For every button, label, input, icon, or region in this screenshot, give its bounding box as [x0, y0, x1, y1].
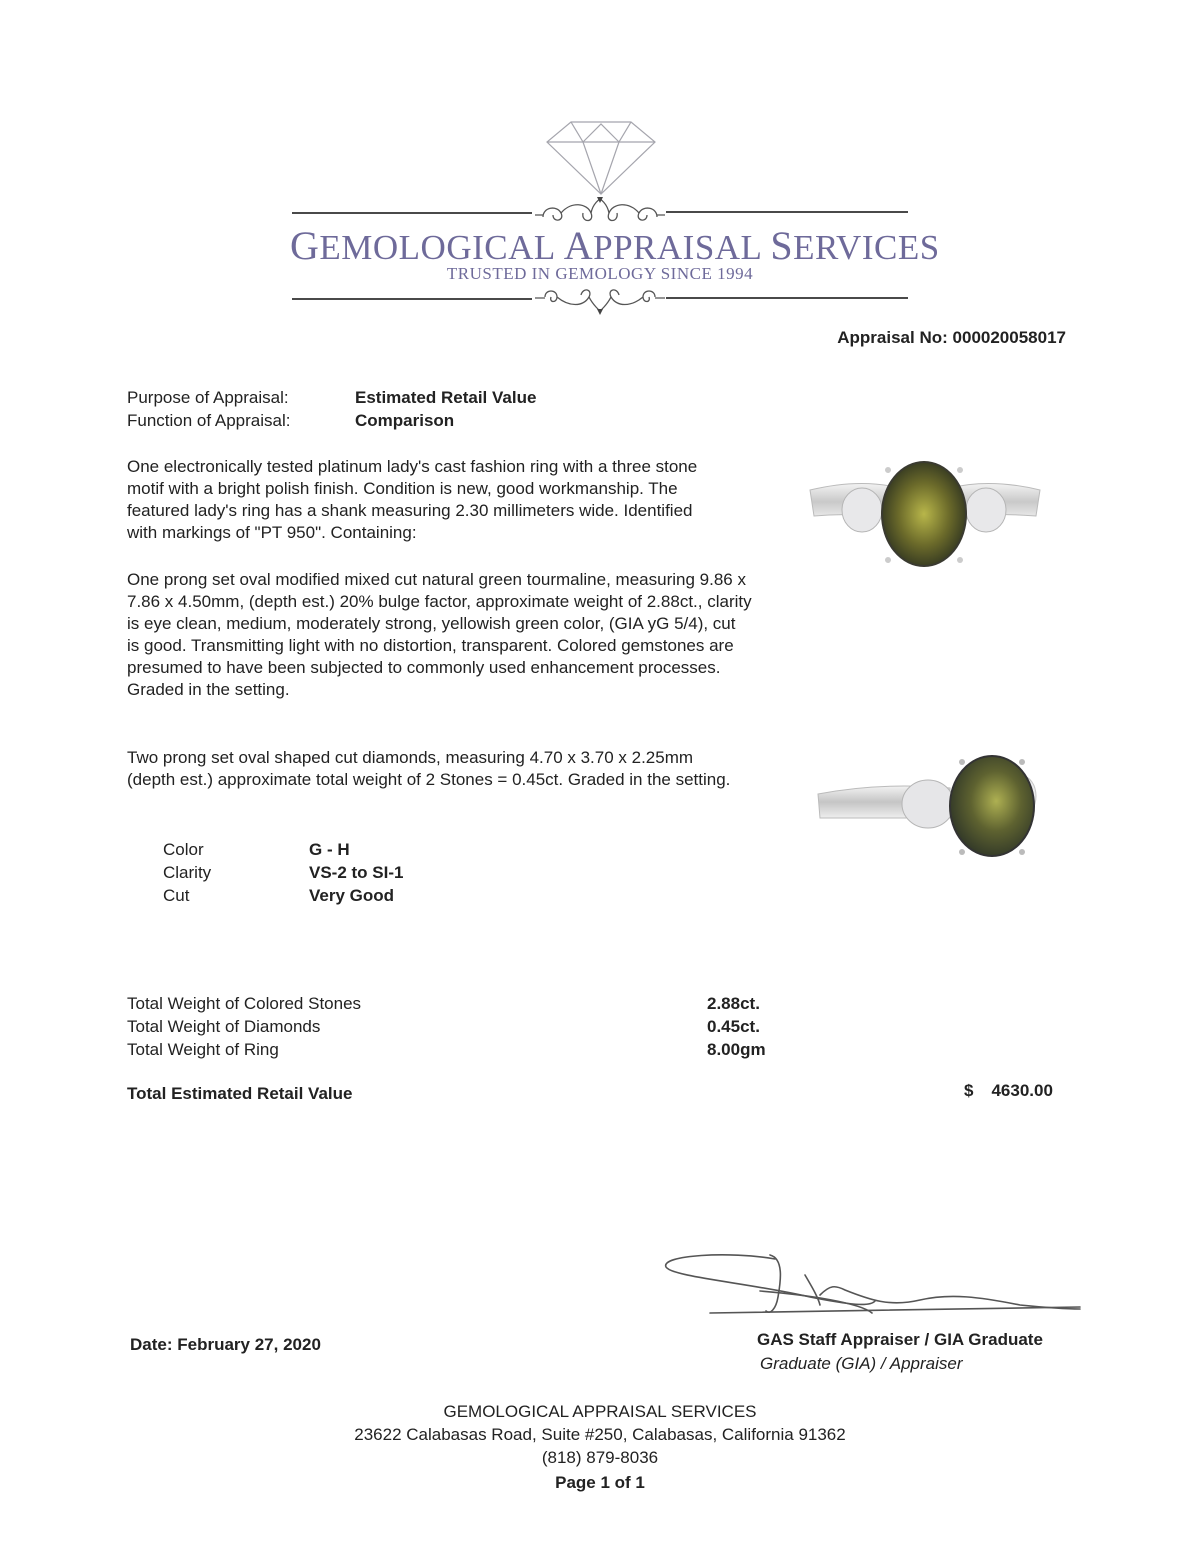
total-row-ring: Total Weight of Ring 8.00gm [127, 1040, 766, 1059]
appraisal-info [127, 386, 536, 432]
ring-photo-top-view [800, 450, 1050, 590]
page-number: Page 1 of 1 [555, 1473, 645, 1492]
appraiser-name: GAS Staff Appraiser / GIA Graduate [757, 1330, 1043, 1349]
diamond-logo-icon [543, 118, 659, 198]
footer [0, 1400, 1200, 1494]
total-retail-value: $ 4630.00 [964, 1081, 1053, 1100]
logo-top-rule-right [666, 211, 908, 213]
logo-bottom-rule-left [292, 298, 532, 300]
appraisal-number: Appraisal No: 000020058017 [837, 328, 1066, 347]
footer-address: 23622 Calabasas Road, Suite #250, Calabasas, California 91362 [354, 1425, 846, 1444]
total-row-colored-stones: Total Weight of Colored Stones 2.88ct. [127, 994, 760, 1013]
footer-phone: (818) 879-8036 [541, 1448, 659, 1467]
appraiser-title: Graduate (GIA) / Appraiser [760, 1354, 963, 1373]
purpose-row [127, 386, 536, 409]
total-row-diamonds: Total Weight of Diamonds 0.45ct. [127, 1017, 760, 1036]
footer-company: GEMOLOGICAL APPRAISAL SERVICES [443, 1402, 757, 1421]
logo-bottom-rule-right [666, 297, 908, 299]
company-logo-title: GEMOLOGICAL APPRAISAL SERVICES [290, 223, 940, 268]
function-row [127, 409, 536, 432]
purpose-value: Estimated Retail Value [355, 388, 537, 407]
center-stone-description: One prong set oval modified mixed cut natural green tourmaline, measuring 9.86 x 7.86 x 4.50mm, (depth est.) 20% bulge factor, approximate weight of 2.88ct., clarity is eye clean, medium, moderately strong, yellowish green color, (GIA yG 5/4), cut is good. Transmitting light with no distortion, transparent. Colored gemstones are presumed to have been subjected to commonly used enhancement processes. Graded in the setting. [127, 570, 752, 699]
logo-top-rule-left [292, 212, 532, 214]
diamond-grades [163, 838, 403, 907]
appraiser-signature [660, 1245, 1090, 1325]
total-retail-value-label: Total Estimated Retail Value [127, 1084, 353, 1103]
ring-photo-side-view [800, 748, 1050, 888]
grade-row-cut: Cut Very Good [163, 886, 395, 905]
appraisal-date: Date: February 27, 2020 [130, 1335, 321, 1354]
ring-description: One electronically tested platinum lady's cast fashion ring with a three stone motif with a bright polish finish. Condition is new, good workmanship. The featured lady's ring has a shank measuring 2.30 millimeters wide. Identified with markings of "PT 950". Containing: [127, 457, 698, 542]
grade-row-clarity: Clarity VS-2 to SI-1 [163, 863, 404, 882]
purpose-label: Purpose of Appraisal: [127, 388, 289, 407]
weight-totals [127, 992, 787, 1061]
function-label: Function of Appraisal: [127, 411, 291, 430]
company-tagline: TRUSTED IN GEMOLOGY SINCE 1994 [446, 264, 754, 283]
grade-row-color: Color G - H [163, 840, 350, 859]
function-value: Comparison [355, 411, 455, 430]
side-stones-description: Two prong set oval shaped cut diamonds, measuring 4.70 x 3.70 x 2.25mm (depth est.) approximate total weight of 2 Stones = 0.45ct. Graded in the setting. [127, 748, 731, 789]
flourish-bottom-icon [535, 283, 665, 317]
